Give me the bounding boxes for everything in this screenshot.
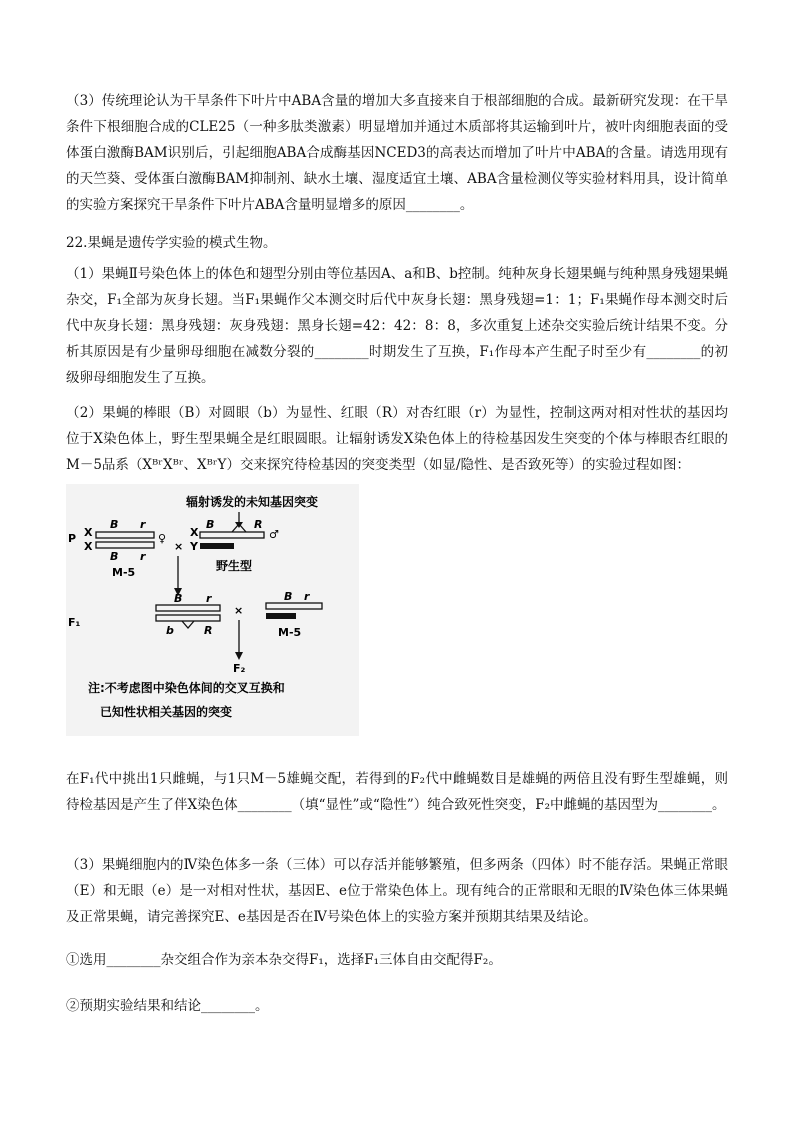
- f2-generation-label: F₂: [233, 662, 246, 675]
- paragraph-q22-2-continued: 在F₁代中挑出1只雌蝇，与1只M－5雄蝇交配，若得到的F₂代中雌蝇数目是雄蝇的两倍且没有野生型雄蝇，则待检基因是产生了伴X染色体________（填“显性”或“隐性”）纯合致死性突变，F₂中雌蝇的基因型为________。: [66, 771, 728, 813]
- male-gene-B-label: B: [206, 518, 215, 531]
- female-gene-B-label-2: B: [110, 550, 119, 563]
- female-gene-r-label-2: r: [140, 550, 146, 563]
- m5-male-label: M-5: [278, 626, 302, 639]
- male-gene-R-label: R: [254, 518, 263, 531]
- female-gene-r-label: r: [140, 518, 146, 531]
- male-chrom-y-label: Y: [190, 540, 198, 553]
- f1-male-y-chromosome: [266, 613, 296, 619]
- f1-male-gene-B-label: B: [284, 590, 293, 603]
- cross-experiment-diagram: [66, 484, 359, 736]
- f1-gene-R-label: R: [204, 624, 213, 637]
- female-symbol: ♀: [158, 532, 167, 545]
- f1-gene-b-label: b: [166, 624, 174, 637]
- f1-gene-B-label: B: [174, 592, 183, 605]
- paragraph-q22-3: （3）果蝇细胞内的Ⅳ染色体多一条（三体）可以存活并能够繁殖，但多两条（四体）时不能存活。果蝇正常眼（E）和无眼（e）是一对相对性状，基因E、e位于常染色体上。现有纯合的正常眼和无眼的Ⅳ染色体三体果蝇及正常果蝇，请完善探究E、e基因是否在Ⅳ号染色体上的实验方案并预期其结果及结论。: [66, 857, 728, 925]
- paragraph-q22-3-item-2: ②预期实验结果和结论________。: [66, 998, 269, 1014]
- paragraph-q21-3: （3）传统理论认为干旱条件下叶片中ABA含量的增加大多直接来自于根部细胞的合成。最新研究发现：在干旱条件下根细胞合成的CLE25（一种多肽类激素）明显增加并通过木质部将其运输到叶片，被叶肉细胞表面的受体蛋白激酶BAM识别后，引起细胞ABA合成酶基因NCED3的高表达而增加了叶片中ABA的含量。请选用现有的天竺葵、受体蛋白激酶BAM抑制剂、缺水土壤、湿度适宜土壤、ABA含量检测仪等实验材料用具，设计简单的实验方案探究干旱条件下叶片ABA含量明显增多的原因________。: [66, 93, 728, 213]
- question-22-heading: 22.果蝇是遗传学实验的模式生物。: [66, 235, 277, 251]
- f1-gene-r-label: r: [206, 592, 212, 605]
- female-chrom-x2-label: X: [84, 540, 93, 553]
- paragraph-q22-1: （1）果蝇Ⅱ号染色体上的体色和翅型分别由等位基因A、a和B、b控制。纯种灰身长翅果蝇与纯种黑身残翅果蝇杂交，F₁全部为灰身长翅。当F₁果蝇作父本测交时后代中灰身长翅：黑身残翅=1：1；F₁果蝇作母本测交时后代中灰身长翅：黑身残翅：灰身残翅：黑身长翅=42：42：8：8，多次重复上述杂交实验后统计结果不变。分析其原因是有少量卵母细胞在减数分裂的________时期发生了互换，F₁作母本产生配子时至少有________的初级卵母细胞发生了互换。: [66, 266, 728, 386]
- f1-generation-label: F₁: [68, 616, 81, 629]
- female-chrom-x1-label: X: [84, 526, 93, 539]
- p-generation-label: P: [68, 532, 77, 545]
- diagram-title: 辐射诱发的未知基因突变: [186, 495, 319, 509]
- female-gene-B-label: B: [110, 518, 119, 531]
- f1-cross-sign: ×: [234, 604, 244, 617]
- m5-female-label: M-5: [112, 566, 136, 579]
- diagram-note-line-1: 注:不考虑图中染色体间的交叉互换和: [88, 681, 285, 695]
- male-symbol: ♂: [269, 528, 279, 541]
- wild-type-label: 野生型: [216, 559, 253, 573]
- f1-male-gene-r-label: r: [304, 590, 310, 603]
- paragraph-q22-2: （2）果蝇的棒眼（B）对圆眼（b）为显性、红眼（R）对杏红眼（r）为显性，控制这两对相对性状的基因均位于X染色体上，野生型果蝇全是红眼圆眼。让辐射诱发X染色体上的待检基因发生突变的个体与棒眼杏红眼的M－5品系（XᴮʳXᴮʳ、XᴮʳY）交来探究待检基因的突变类型（如显/隐性、是否致死等）的实验过程如图：: [66, 405, 728, 473]
- male-y-chromosome: [200, 543, 234, 549]
- paragraph-q22-3-item-1: ①选用________杂交组合作为亲本杂交得F₁，选择F₁三体自由交配得F₂。: [66, 952, 502, 968]
- p-cross-sign: ×: [174, 540, 184, 553]
- diagram-note-line-2: 已知性状相关基因的突变: [100, 705, 233, 719]
- male-chrom-x-label: X: [190, 526, 199, 539]
